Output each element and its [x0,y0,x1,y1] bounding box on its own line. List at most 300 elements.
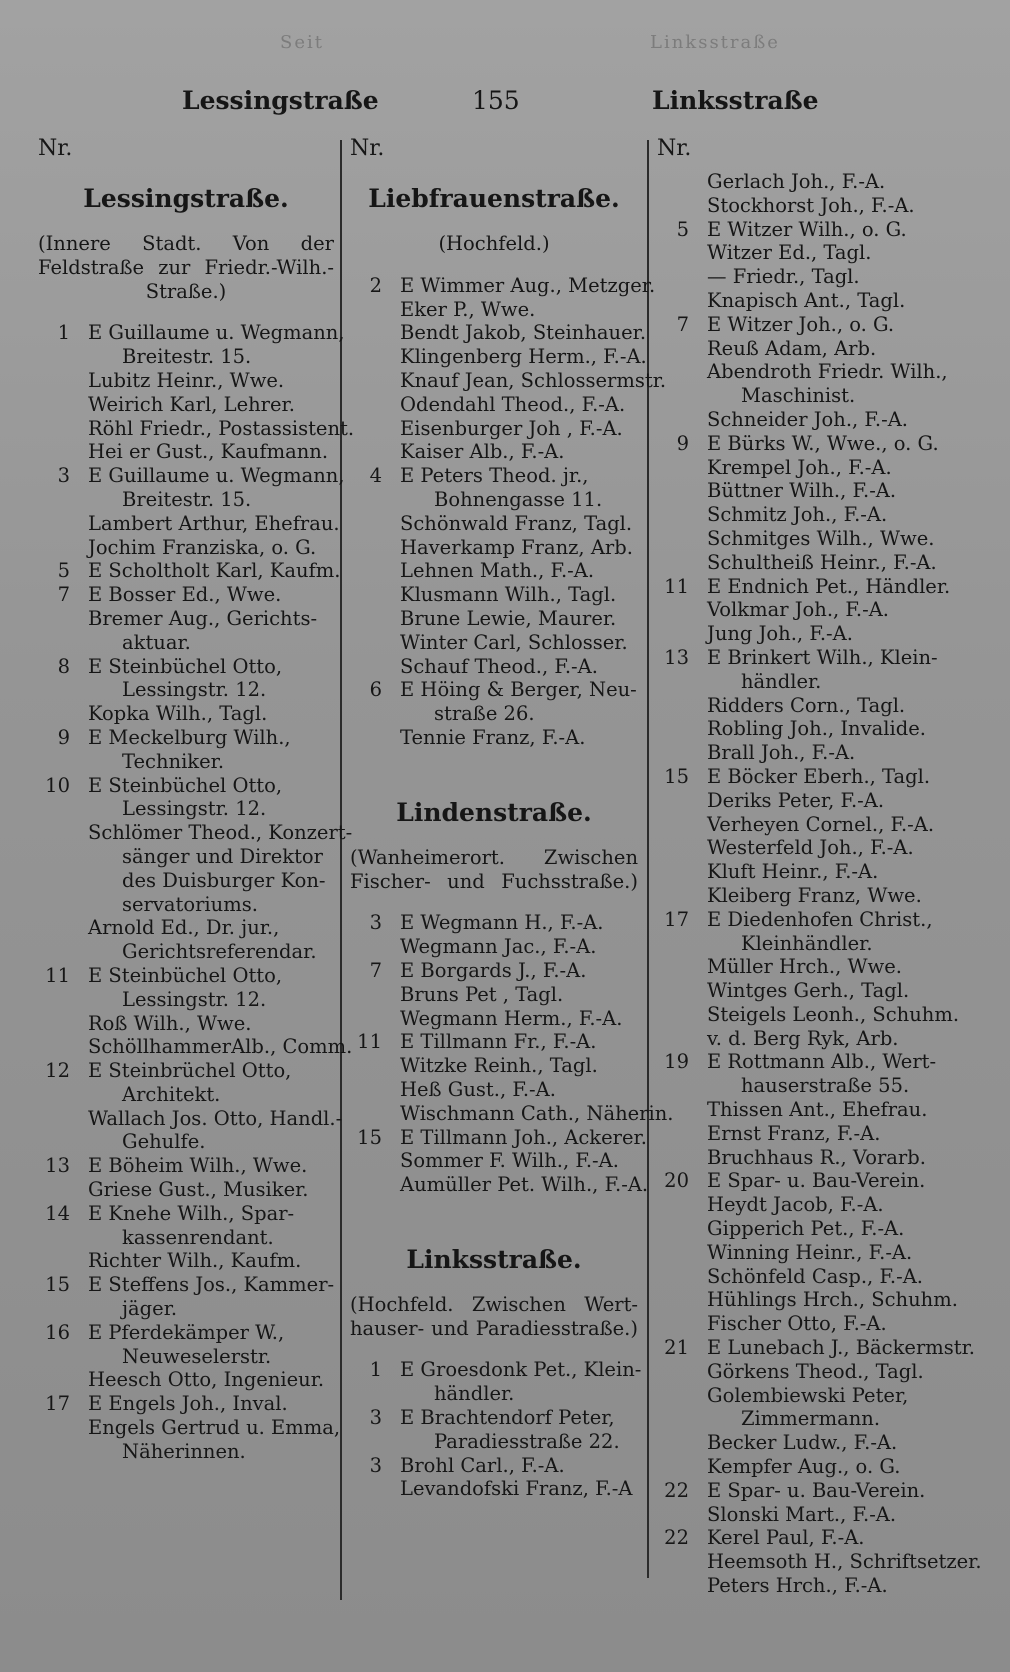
directory-entry [350,959,638,983]
resident-text: Architekt. [122,1082,221,1106]
directory-entry [350,631,638,655]
directory-entry [350,607,638,631]
resident-text: Klingenberg Herm., F.-A. [400,345,647,369]
resident-text: Ridders Corn., Tagl. [707,693,906,717]
house-number: 11 [664,574,689,598]
description-line: Straße.) [145,279,227,303]
resident-text: Lambert Arthur, Ehefrau. [88,511,340,535]
directory-entry [38,393,334,417]
directory-entry [38,726,334,750]
resident-text: Weirich Karl, Lehrer. [88,392,295,416]
house-number: 8 [57,654,70,678]
house-number: 20 [664,1169,689,1193]
directory-entry [657,1479,947,1503]
directory-entry [657,860,947,884]
directory-entry [38,1130,334,1154]
column-3 [657,170,982,1598]
resident-text: kassenrendant. [122,1225,274,1249]
resident-text: E Bosser Ed., Wwe. [88,583,282,607]
resident-text: jäger. [122,1297,178,1321]
resident-text: Lubitz Heinr., Wwe. [88,368,285,392]
resident-text: Techniker. [122,749,225,773]
directory-entry [350,1054,638,1078]
directory-entry [38,1178,334,1202]
resident-text: Müller Hrch., Wwe. [707,955,902,979]
resident-text: E Brinkert Wilh., Klein- [707,645,938,669]
resident-text: Jung Joh., F.-A. [707,622,853,646]
resident-text: E Brachtendorf Peter, [400,1406,615,1430]
resident-text: Brune Lewie, Maurer. [400,606,617,630]
street-description [350,232,638,256]
directory-entry [38,321,345,345]
resident-text: servatoriums. [122,892,258,916]
house-number: 10 [45,773,70,797]
directory-entry [657,384,947,408]
directory-entry [350,678,638,702]
resident-text: E Wegmann H., F.-A. [400,911,604,935]
resident-text: Witzer Ed., Tagl. [707,241,872,265]
house-number: 7 [57,583,70,607]
resident-text: Büttner Wilh., F.-A. [707,479,897,503]
resident-text: Heesch Otto, Ingenieur. [88,1368,325,1392]
directory-entry [350,536,638,560]
directory-entry [38,774,334,798]
resident-text: Brohl Carl., F.-A. [400,1453,565,1477]
directory-entry [657,765,947,789]
nr-label-col2: Nr. [350,136,385,161]
directory-entry [657,1360,947,1384]
directory-entry [350,1454,638,1478]
directory-entry [38,369,334,393]
directory-entry [657,884,947,908]
directory-entry [657,694,947,718]
directory-entry [657,1336,975,1360]
directory-entry [38,1012,334,1036]
resident-text: E Guillaume u. Wegmann, [88,321,345,345]
directory-entry [657,170,947,194]
directory-entry [350,417,638,441]
resident-text: Kleiberg Franz, Wwe. [707,883,922,907]
street-title: Lindenstraße. [396,797,592,827]
house-number: 9 [676,431,689,455]
resident-text: Röhl Friedr., Postassistent. [88,416,355,440]
directory-entry [657,1169,947,1193]
resident-text: Becker Ludw., F.-A. [707,1431,898,1455]
resident-text: Schauf Theod., F.-A. [400,654,598,678]
resident-text: Eisenburger Joh , F.-A. [400,416,623,440]
street-title: Liebfrauenstraße. [368,184,620,213]
resident-text: Engels Gertrud u. Emma, [88,1416,341,1440]
resident-text: E Tillmann Joh., Ackerer. [400,1125,647,1149]
resident-text: Paradiesstraße 22. [434,1429,620,1453]
directory-entry [38,631,334,655]
resident-text: Verheyen Cornel., F.-A. [707,812,935,836]
page-number: 155 [472,86,520,115]
resident-text: Schultheiß Heinr., F.-A. [707,550,937,574]
resident-text: E Böheim Wilh., Wwe. [88,1154,308,1178]
directory-entry [38,940,334,964]
resident-text: Winning Heinr., F.-A. [707,1240,913,1264]
directory-entry [657,194,947,218]
resident-text: Roß Wilh., Wwe. [88,1011,252,1035]
resident-text: E Endnich Pet., Händler. [707,574,951,598]
resident-text: Hei er Gust., Kaufmann. [88,440,329,464]
resident-text: Wegmann Jac., F.-A. [400,935,597,959]
directory-entry [350,1007,638,1031]
directory-entry [657,955,947,979]
directory-entry [38,1059,334,1083]
directory-entry [657,646,947,670]
resident-text: Sommer F. Wilh., F.-A. [400,1149,619,1173]
house-number: 3 [369,1406,382,1430]
resident-text: E Peters Theod. jr., [400,464,589,488]
directory-entry [657,289,947,313]
house-number: 3 [57,464,70,488]
directory-entry [38,893,334,917]
resident-text: E Witzer Wilh., o. G. [707,217,907,241]
directory-entry [657,836,947,860]
resident-text: Reuß Adam, Arb. [707,336,877,360]
directory-entry [38,1440,334,1464]
resident-text: Hühlings Hrch., Schuhm. [707,1288,958,1312]
directory-entry [657,313,947,337]
directory-entry [350,368,667,393]
resident-text: E Bürks W., Wwe., o. G. [707,431,939,455]
directory-entry [350,655,638,679]
resident-text: Lessingstr. 12. [122,987,267,1011]
resident-text: E Guillaume u. Wegmann, [88,464,345,488]
resident-text: des Duisburger Kon- [122,868,326,892]
resident-text: Heydt Jacob, F.-A. [707,1193,884,1217]
house-number: 16 [45,1320,70,1344]
resident-text: E Höing & Berger, Neu- [400,678,637,702]
directory-entry [657,932,947,956]
directory-entry [38,1226,334,1250]
directory-entry [38,559,341,583]
resident-text: Schönfeld Casp., F.-A. [707,1264,924,1288]
directory-entry [657,1217,947,1241]
resident-text: Schmitges Wilh., Wwe. [707,526,935,550]
directory-entry [657,527,947,551]
directory-entry [657,1384,947,1408]
resident-text: Volkmar Joh., F.-A. [707,598,889,622]
resident-text: Kleinhändler. [741,931,873,955]
house-number: 5 [676,217,689,241]
directory-entry [38,1297,334,1321]
resident-text: E Steinbüchel Otto, [88,773,283,797]
resident-text: E Groesdonk Pet., Klein- [400,1358,642,1382]
directory-entry [38,345,334,369]
directory-entry [657,741,947,765]
directory-entry [38,869,334,893]
resident-text: Gipperich Pet., F.-A. [707,1217,905,1241]
street-title: Lessingstraße. [83,184,289,213]
resident-text: Griese Gust., Musiker. [88,1178,309,1202]
directory-entry [350,1173,649,1197]
directory-entry [350,1149,638,1173]
description-line: Fischer- und Fuchsstraße.) [350,869,638,893]
resident-text: Richter Wilh., Kaufm. [88,1249,302,1273]
house-number: 21 [664,1336,689,1360]
directory-entry [657,432,947,456]
directory-entry [657,1241,947,1265]
directory-entry [38,1273,334,1297]
resident-text: E Borgards J., F.-A. [400,958,587,982]
directory-entry [38,1154,334,1178]
directory-entry [350,345,647,369]
directory-entry [350,464,638,488]
directory-entry [350,273,656,298]
resident-text: händler. [741,669,822,693]
resident-text: Witzke Reinh., Tagl. [400,1054,598,1078]
description-line: Feldstraße zur Friedr.-Wilh.- [38,255,334,279]
resident-text: Westerfeld Joh., F.-A. [707,836,914,860]
resident-text: E Scholtholt Karl, Kaufm. [88,559,341,583]
resident-text: Görkens Theod., Tagl. [707,1359,924,1383]
resident-text: Aumüller Pet. Wilh., F.-A. [400,1173,649,1197]
resident-text: hauserstraße 55. [741,1074,910,1098]
section-spacer [350,750,638,784]
resident-text: E Wimmer Aug., Metzger. [400,273,656,297]
directory-entry [38,988,334,1012]
resident-text: E Steinbüchel Otto, [88,654,283,678]
directory-entry [657,1050,947,1074]
directory-entry [38,1392,334,1416]
resident-text: Levandofski Franz, F.-A [400,1477,633,1501]
bleed-through-text: Linksstraße [650,32,780,53]
resident-text: Wegmann Herm., F.-A. [400,1006,623,1030]
resident-text: Kempfer Aug., o. G. [707,1455,901,1479]
resident-text: Näherinnen. [122,1439,246,1463]
directory-entry [657,574,951,599]
directory-entry [38,440,334,464]
resident-text: Breitestr. 15. [122,487,252,511]
resident-text: E Tillmann Fr., F.-A. [400,1030,597,1054]
resident-text: Schmitz Joh., F.-A. [707,503,888,527]
description-line: (Wanheimerort. Zwischen [350,845,638,869]
resident-text: aktuar. [122,630,191,654]
house-number: 17 [45,1392,70,1416]
directory-entry [38,1106,343,1131]
directory-entry [657,1027,947,1051]
resident-text: Kerel Paul, F.-A. [707,1526,865,1550]
directory-entry [38,1321,334,1345]
directory-entry [38,583,334,607]
resident-text: Golembiewski Peter, [707,1383,909,1407]
directory-entry [350,512,638,536]
directory-entry [38,964,334,988]
directory-entry [657,1574,947,1598]
house-number: 22 [664,1526,689,1550]
resident-text: Kaiser Alb., F.-A. [400,440,565,464]
house-number: 19 [664,1050,689,1074]
directory-entry [38,607,334,631]
directory-entry [657,1503,947,1527]
resident-text: Bohnengasse 11. [434,487,603,511]
resident-text: Schlömer Theod., Konzert- [88,821,353,845]
directory-entry [350,935,638,959]
directory-entry [38,916,334,940]
resident-text: E Knehe Wilh., Spar- [88,1201,295,1225]
directory-entry [350,321,647,345]
directory-entry [657,1265,947,1289]
resident-text: E Witzer Joh., o. G. [707,312,895,336]
directory-entry [350,298,638,322]
directory-entry [350,983,638,1007]
resident-text: Bremer Aug., Gerichts- [88,606,318,630]
resident-text: Bruns Pet , Tagl. [400,982,564,1006]
resident-text: Bruchhaus R., Vorarb. [707,1145,926,1169]
resident-text: Wallach Jos. Otto, Handl.- [88,1106,343,1130]
resident-text: E Diedenhofen Christ., [707,907,933,931]
house-number: 11 [357,1030,382,1054]
resident-text: E Steinbüchel Otto, [88,963,283,987]
resident-text: Lessingstr. 12. [122,678,267,702]
resident-text: E Steffens Jos., Kammer- [88,1273,335,1297]
resident-text: Brall Joh., F.-A. [707,741,856,765]
directory-entry [38,845,334,869]
resident-text: Breitestr. 15. [122,345,252,369]
resident-text: Knauf Jean, Schlossermstr. [400,368,667,392]
directory-entry [657,979,947,1003]
directory-entry [38,655,334,679]
directory-entry [38,821,353,845]
resident-text: E Steinbrüchel Otto, [88,1059,292,1083]
resident-text: Abendroth Friedr. Wilh., [707,360,948,384]
resident-text: E Böcker Eberh., Tagl. [707,764,931,788]
directory-entry [350,1125,647,1150]
street-description [38,232,334,303]
directory-entry [350,559,638,583]
directory-entry [38,1249,334,1273]
directory-entry [657,622,947,646]
directory-entry [657,241,947,265]
directory-entry [657,908,947,932]
directory-entry [657,1074,947,1098]
house-number: 1 [57,321,70,345]
directory-entry [350,1101,674,1126]
house-number: 6 [369,678,382,702]
directory-entry [350,1358,642,1382]
street-description [350,846,638,894]
house-number: 1 [369,1358,382,1382]
directory-entry [350,440,638,464]
bleed-through-text: Seit [280,32,324,53]
resident-text: Neuweselerstr. [122,1344,272,1368]
resident-text: Schönwald Franz, Tagl. [400,511,633,535]
directory-entry [350,911,638,935]
directory-entry [657,813,947,837]
directory-entry [38,1035,353,1059]
column-1 [38,170,355,1464]
directory-entry [350,1078,638,1102]
resident-text: Odendahl Theod., F.-A. [400,392,626,416]
house-number: 15 [357,1125,382,1149]
resident-text: Peters Hrch., F.-A. [707,1574,888,1598]
directory-entry [38,464,345,488]
directory-entry [657,1193,947,1217]
resident-text: Arnold Ed., Dr. jur., [88,916,280,940]
resident-text: Eker P., Wwe. [400,297,536,321]
house-number: 17 [664,907,689,931]
resident-text: Maschinist. [741,384,856,408]
resident-text: händler. [434,1382,515,1406]
resident-text: Gerichtsreferendar. [122,940,317,964]
resident-text: Winter Carl, Schlosser. [400,630,628,654]
directory-entry [38,1416,341,1440]
house-number: 12 [45,1059,70,1083]
directory-entry [38,1202,334,1226]
resident-text: Ernst Franz, F.-A. [707,1121,881,1145]
running-head-right: Linksstraße [652,86,819,115]
house-number: 15 [45,1273,70,1297]
resident-text: E Pferdekämper W., [88,1320,285,1344]
resident-text: Slonski Mart., F.-A. [707,1502,897,1526]
directory-entry [657,337,947,361]
running-head-left: Lessingstraße [182,86,379,115]
house-number: 22 [664,1478,689,1502]
directory-entry [657,503,947,527]
directory-entry [38,678,334,702]
directory-entry [657,1431,947,1455]
nr-label-col1: Nr. [38,136,73,161]
resident-text: Lehnen Math., F.-A. [400,559,595,583]
directory-entry [38,702,334,726]
directory-entry [38,1083,334,1107]
directory-entry [38,797,334,821]
resident-text: Heemsoth H., Schriftsetzer. [707,1550,982,1574]
directory-entry [38,416,355,441]
resident-text: Lessingstr. 12. [122,797,267,821]
directory-entry [657,265,947,289]
directory-entry [38,511,340,536]
resident-text: E Spar- u. Bau-Verein. [707,1478,926,1502]
resident-text: Steigels Leonh., Schuhm. [707,1002,960,1026]
directory-entry [657,551,947,575]
house-number: 2 [369,273,382,297]
directory-entry [657,1288,958,1312]
resident-text: straße 26. [434,702,535,726]
street-title: Linksstraße. [406,1244,582,1274]
resident-text: Robling Joh., Invalide. [707,717,926,741]
street-description [350,1293,638,1341]
directory-entry [350,1430,638,1454]
resident-text: E Meckelburg Wilh., [88,725,291,749]
resident-text: Wischmann Cath., Näherin. [400,1101,674,1125]
directory-entry [657,479,947,503]
resident-text: Knapisch Ant., Tagl. [707,288,906,312]
directory-entry [350,1477,638,1501]
resident-text: Wintges Gerh., Tagl. [707,979,910,1003]
directory-entry [657,1407,947,1431]
column-2 [350,170,674,1501]
house-number: 7 [676,312,689,336]
directory-entry [350,702,638,726]
directory-entry [657,456,947,480]
house-number: 4 [369,464,382,488]
directory-entry [350,726,638,750]
resident-text: Bendt Jakob, Steinhauer. [400,321,647,345]
directory-entry [350,488,638,512]
resident-text: E Engels Joh., Inval. [88,1392,288,1416]
directory-entry [657,670,947,694]
resident-text: Thissen Ant., Ehefrau. [707,1098,928,1122]
house-number: 5 [57,559,70,583]
resident-text: Klusmann Wilh., Tagl. [400,583,617,607]
directory-entry [350,393,638,417]
resident-text: Zimmermann. [741,1407,881,1431]
resident-text: Deriks Peter, F.-A. [707,788,885,812]
